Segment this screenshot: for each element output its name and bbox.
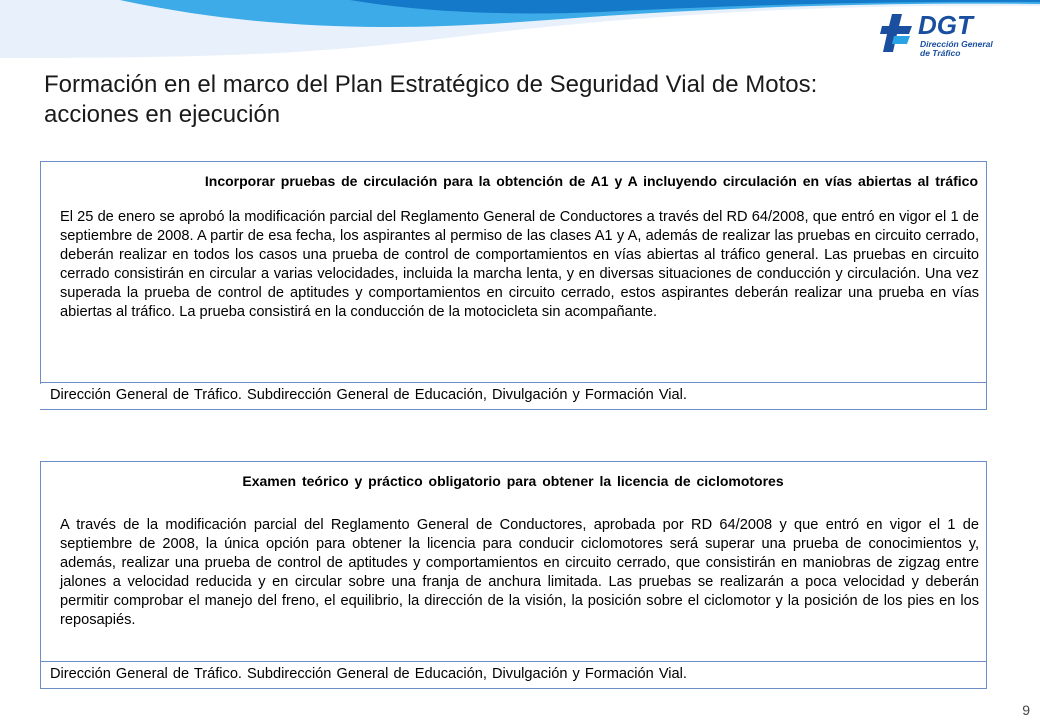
info-box-ciclomotores (40, 461, 987, 689)
box-heading: Incorporar pruebas de circulación para la obtención de A1 y A incluyendo circulación en vías abiertas al tráfico (204, 173, 978, 189)
dgt-cross-icon (880, 12, 922, 54)
dgt-logo (880, 12, 1020, 62)
box-heading: Examen teórico y práctico obligatorio para obtener la licencia de ciclomotores (242, 473, 784, 489)
brand-name: DGT (918, 10, 973, 40)
page-title (44, 70, 944, 130)
page-title-line1: Formación en el marco del Plan Estratégico de Seguridad Vial de Motos: (44, 71, 818, 98)
box-source: Dirección General de Tráfico. Subdirección General de Educación, Divulgación y Formación Vial. (40, 382, 986, 409)
brand-subtitle-line2: de Tráfico (920, 48, 961, 58)
box-left-rule (40, 162, 41, 384)
page-title-line2: acciones en ejecución (44, 101, 281, 128)
box-source: Dirección General de Tráfico. Subdirección General de Educación, Divulgación y Formación Vial. (40, 661, 986, 688)
page-number: 9 (1022, 702, 1030, 718)
box-body-text: A través de la modificación parcial del Reglamento General de Conductores, aprobada por RD 64/2008 y que entró en vigor el 1 de septiembre de 2008, la única opción para obtener la licencia para conducir ciclomotores será superar una prueba de conocimientos y, además, realizar una prueba de control de aptitudes y comportamientos en circuito cerrado, que consistirán en maniobras de zigzag entre jalones a velocidad reducida y en circular sobre una franja de anchura limitada. Las pruebas se realizarán a poca velocidad y deberán permitir comprobar el manejo del freno, el equilibrio, la dirección de la visión, la posición sobre el ciclomotor y la posición de los pies en los reposapiés. (60, 517, 979, 628)
box-left-rule (40, 462, 41, 688)
brand-subtitle (920, 40, 1010, 58)
brand-subtitle-line1: Dirección General (920, 39, 993, 49)
info-box-a1-a (40, 161, 987, 410)
box-body-text: El 25 de enero se aprobó la modificación parcial del Reglamento General de Conductores a través del RD 64/2008, que entró en vigor el 1 de septiembre de 2008. A partir de esa fecha, los aspirantes al permiso de las clases A1 y A, además de realizar las pruebas en circuito cerrado, deberán realizar en todos los casos una prueba de control de comportamientos en vías abiertas al tráfico general. Las pruebas en circuito cerrado consistirán en circular a varias velocidades, incluida la marcha lenta, y en diversas situaciones de conducción y circulación. Una vez superada la prueba de control de aptitudes y comportamientos en circuito cerrado, estos aspirantes deberán realizar una prueba en vías abiertas al tráfico. La prueba consistirá en la conducción de la motocicleta sin acompañante. (60, 209, 979, 320)
